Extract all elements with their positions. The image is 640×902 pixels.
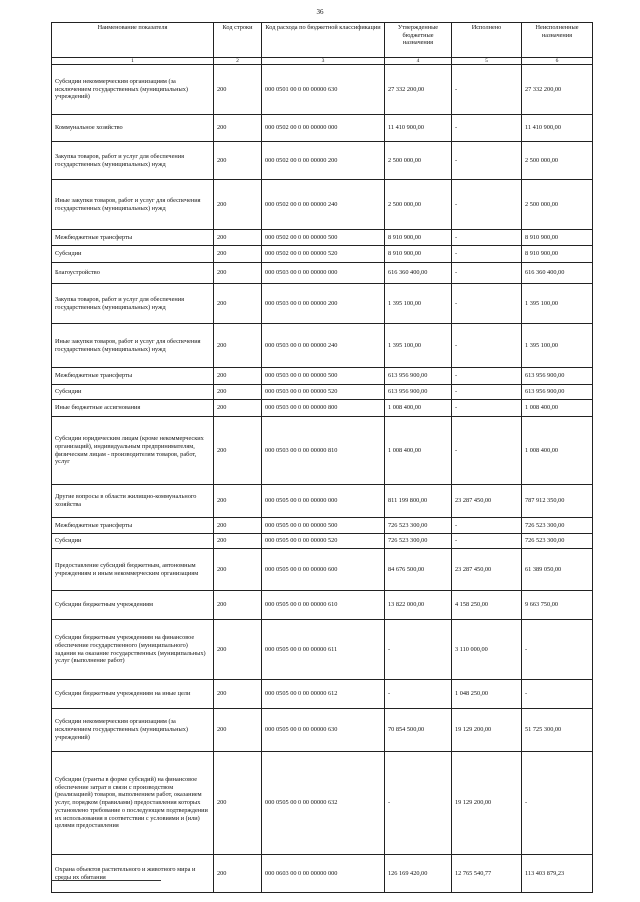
table-row bbox=[52, 230, 593, 246]
table-row bbox=[52, 417, 593, 485]
row-line-code: 200 bbox=[214, 368, 262, 385]
row-unexecuted: 8 910 900,00 bbox=[522, 246, 593, 263]
row-line-code: 200 bbox=[214, 549, 262, 591]
row-approved: 726 523 300,00 bbox=[385, 534, 452, 549]
table-row bbox=[52, 485, 593, 518]
table-row bbox=[52, 368, 593, 385]
row-expense-code: 000 0505 00 0 00 00000 500 bbox=[262, 518, 385, 534]
header-indicator-name: Наименование показателя bbox=[52, 23, 214, 58]
row-unexecuted: 27 332 200,00 bbox=[522, 65, 593, 115]
header-approved: Утвержденные бюджетные назначения bbox=[385, 23, 452, 58]
row-expense-code: 000 0505 00 0 00 00000 611 bbox=[262, 620, 385, 680]
row-expense-code: 000 0502 00 0 00 00000 500 bbox=[262, 230, 385, 246]
row-approved: 1 395 100,00 bbox=[385, 324, 452, 368]
row-unexecuted: 726 523 300,00 bbox=[522, 534, 593, 549]
row-executed: 12 765 540,77 bbox=[452, 855, 522, 893]
row-executed: - bbox=[452, 534, 522, 549]
table-row bbox=[52, 591, 593, 620]
row-name: Субсидии некоммерческим организациям (за исключением государственных (муниципальных) учреждений) bbox=[52, 65, 214, 115]
row-approved: 84 676 500,00 bbox=[385, 549, 452, 591]
column-number: 4 bbox=[385, 58, 452, 65]
row-expense-code: 000 0505 00 0 00 00000 630 bbox=[262, 709, 385, 752]
row-executed: - bbox=[452, 368, 522, 385]
header-line-code: Код строки bbox=[214, 23, 262, 58]
row-unexecuted: 8 910 900,00 bbox=[522, 230, 593, 246]
row-expense-code: 000 0505 00 0 00 00000 000 bbox=[262, 485, 385, 518]
row-name: Другие вопросы в области жилищно-коммунального хозяйства bbox=[52, 485, 214, 518]
table-row bbox=[52, 680, 593, 709]
table-row bbox=[52, 142, 593, 180]
row-executed: 19 129 200,00 bbox=[452, 752, 522, 855]
table-row bbox=[52, 246, 593, 263]
header-unexecuted: Неисполненные назначения bbox=[522, 23, 593, 58]
row-approved: 811 199 800,00 bbox=[385, 485, 452, 518]
column-number: 3 bbox=[262, 58, 385, 65]
row-unexecuted: 11 410 900,00 bbox=[522, 115, 593, 142]
footer-divider bbox=[51, 880, 161, 881]
table-row bbox=[52, 709, 593, 752]
row-approved: 70 854 500,00 bbox=[385, 709, 452, 752]
row-line-code: 200 bbox=[214, 230, 262, 246]
header-row bbox=[52, 23, 593, 58]
budget-execution-table bbox=[51, 22, 593, 893]
row-unexecuted: 61 389 050,00 bbox=[522, 549, 593, 591]
row-expense-code: 000 0505 00 0 00 00000 600 bbox=[262, 549, 385, 591]
row-unexecuted: 1 395 100,00 bbox=[522, 324, 593, 368]
row-executed: 23 287 450,00 bbox=[452, 485, 522, 518]
row-expense-code: 000 0503 00 0 00 00000 810 bbox=[262, 417, 385, 485]
table-row bbox=[52, 324, 593, 368]
table-row bbox=[52, 549, 593, 591]
row-name: Субсидии некоммерческим организациям (за исключением государственных (муниципальных) учреждений) bbox=[52, 709, 214, 752]
row-approved: 126 169 420,00 bbox=[385, 855, 452, 893]
row-unexecuted: 1 008 400,00 bbox=[522, 417, 593, 485]
row-unexecuted: 51 725 300,00 bbox=[522, 709, 593, 752]
row-line-code: 200 bbox=[214, 400, 262, 417]
table-row bbox=[52, 534, 593, 549]
table-row bbox=[52, 385, 593, 400]
row-expense-code: 000 0505 00 0 00 00000 610 bbox=[262, 591, 385, 620]
table-row bbox=[52, 400, 593, 417]
row-approved: 8 910 900,00 bbox=[385, 230, 452, 246]
row-line-code: 200 bbox=[214, 591, 262, 620]
row-unexecuted: - bbox=[522, 752, 593, 855]
row-name: Охрана объектов растительного и животного мира и среды их обитания bbox=[52, 855, 214, 893]
row-unexecuted: 2 500 000,00 bbox=[522, 142, 593, 180]
row-executed: - bbox=[452, 142, 522, 180]
row-executed: - bbox=[452, 263, 522, 284]
row-name: Благоустройство bbox=[52, 263, 214, 284]
row-executed: - bbox=[452, 400, 522, 417]
row-line-code: 200 bbox=[214, 855, 262, 893]
column-number: 2 bbox=[214, 58, 262, 65]
row-name: Коммунальное хозяйство bbox=[52, 115, 214, 142]
row-name: Субсидии бюджетным учреждениям на финансовое обеспечение государственного (муниципального) задания на оказание государственных (муниципальных) услуг (выполнение работ) bbox=[52, 620, 214, 680]
row-line-code: 200 bbox=[214, 180, 262, 230]
row-line-code: 200 bbox=[214, 324, 262, 368]
row-line-code: 200 bbox=[214, 115, 262, 142]
row-unexecuted: 726 523 300,00 bbox=[522, 518, 593, 534]
row-approved: 616 360 400,00 bbox=[385, 263, 452, 284]
row-expense-code: 000 0503 00 0 00 00000 240 bbox=[262, 324, 385, 368]
row-line-code: 200 bbox=[214, 263, 262, 284]
row-line-code: 200 bbox=[214, 534, 262, 549]
row-expense-code: 000 0603 00 0 00 00000 000 bbox=[262, 855, 385, 893]
table-row bbox=[52, 855, 593, 893]
column-number: 1 bbox=[52, 58, 214, 65]
row-name: Закупка товаров, работ и услуг для обеспечения государственных (муниципальных) нужд bbox=[52, 142, 214, 180]
header-executed: Исполнено bbox=[452, 23, 522, 58]
row-expense-code: 000 0502 00 0 00 00000 000 bbox=[262, 115, 385, 142]
column-number: 5 bbox=[452, 58, 522, 65]
row-expense-code: 000 0503 00 0 00 00000 520 bbox=[262, 385, 385, 400]
row-unexecuted: 1 008 400,00 bbox=[522, 400, 593, 417]
row-approved: 13 822 000,00 bbox=[385, 591, 452, 620]
row-expense-code: 000 0503 00 0 00 00000 000 bbox=[262, 263, 385, 284]
row-name: Межбюджетные трансферты bbox=[52, 368, 214, 385]
row-name: Субсидии bbox=[52, 385, 214, 400]
row-executed: - bbox=[452, 385, 522, 400]
row-approved: 1 008 400,00 bbox=[385, 400, 452, 417]
row-line-code: 200 bbox=[214, 65, 262, 115]
row-unexecuted: - bbox=[522, 620, 593, 680]
row-executed: - bbox=[452, 246, 522, 263]
row-expense-code: 000 0503 00 0 00 00000 800 bbox=[262, 400, 385, 417]
row-expense-code: 000 0502 00 0 00 00000 520 bbox=[262, 246, 385, 263]
row-line-code: 200 bbox=[214, 246, 262, 263]
row-executed: - bbox=[452, 115, 522, 142]
row-approved: 27 332 200,00 bbox=[385, 65, 452, 115]
row-approved: - bbox=[385, 752, 452, 855]
table-row bbox=[52, 620, 593, 680]
row-executed: 23 287 450,00 bbox=[452, 549, 522, 591]
table-row bbox=[52, 65, 593, 115]
row-name: Иные закупки товаров, работ и услуг для обеспечения государственных (муниципальных) нужд bbox=[52, 324, 214, 368]
row-approved: 8 910 900,00 bbox=[385, 246, 452, 263]
row-name: Субсидии (гранты в форме субсидий) на финансовое обеспечение затрат в связи с производством (реализацией) товаров, выполнением работ, оказанием услуг, порядком (правилами) предоставления которых установлено требование о последующем подтверждении их использования в соответствии с условиями и (или) целями предоставления bbox=[52, 752, 214, 855]
row-approved: 726 523 300,00 bbox=[385, 518, 452, 534]
table-row bbox=[52, 263, 593, 284]
row-approved: 2 500 000,00 bbox=[385, 142, 452, 180]
row-line-code: 200 bbox=[214, 518, 262, 534]
row-name: Межбюджетные трансферты bbox=[52, 230, 214, 246]
row-executed: - bbox=[452, 180, 522, 230]
row-executed: 1 048 250,00 bbox=[452, 680, 522, 709]
row-line-code: 200 bbox=[214, 680, 262, 709]
row-unexecuted: 613 956 900,00 bbox=[522, 385, 593, 400]
row-approved: 2 500 000,00 bbox=[385, 180, 452, 230]
row-name: Субсидии bbox=[52, 534, 214, 549]
row-approved: - bbox=[385, 680, 452, 709]
row-expense-code: 000 0505 00 0 00 00000 632 bbox=[262, 752, 385, 855]
row-executed: - bbox=[452, 417, 522, 485]
row-executed: - bbox=[452, 65, 522, 115]
column-number: 6 bbox=[522, 58, 593, 65]
row-expense-code: 000 0505 00 0 00 00000 612 bbox=[262, 680, 385, 709]
row-approved: 1 395 100,00 bbox=[385, 284, 452, 324]
row-name: Закупка товаров, работ и услуг для обеспечения государственных (муниципальных) нужд bbox=[52, 284, 214, 324]
row-line-code: 200 bbox=[214, 752, 262, 855]
row-executed: 4 158 250,00 bbox=[452, 591, 522, 620]
row-line-code: 200 bbox=[214, 620, 262, 680]
row-executed: - bbox=[452, 284, 522, 324]
table-row bbox=[52, 752, 593, 855]
row-expense-code: 000 0502 00 0 00 00000 200 bbox=[262, 142, 385, 180]
row-name: Субсидии bbox=[52, 246, 214, 263]
header-expense-code: Код расхода по бюджетной классификации bbox=[262, 23, 385, 58]
row-name: Субсидии юридическим лицам (кроме некоммерческих организаций), индивидуальным предпринимателям, физическим лицам - производителям товаров, работ, услуг bbox=[52, 417, 214, 485]
row-line-code: 200 bbox=[214, 284, 262, 324]
row-unexecuted: 616 360 400,00 bbox=[522, 263, 593, 284]
row-executed: 3 110 000,00 bbox=[452, 620, 522, 680]
row-executed: - bbox=[452, 230, 522, 246]
row-line-code: 200 bbox=[214, 485, 262, 518]
row-executed: - bbox=[452, 324, 522, 368]
row-unexecuted: 9 663 750,00 bbox=[522, 591, 593, 620]
table-row bbox=[52, 115, 593, 142]
row-expense-code: 000 0503 00 0 00 00000 500 bbox=[262, 368, 385, 385]
row-name: Субсидии бюджетным учреждениям bbox=[52, 591, 214, 620]
row-unexecuted: 113 403 879,23 bbox=[522, 855, 593, 893]
row-line-code: 200 bbox=[214, 385, 262, 400]
row-approved: 11 410 900,00 bbox=[385, 115, 452, 142]
row-line-code: 200 bbox=[214, 709, 262, 752]
row-expense-code: 000 0502 00 0 00 00000 240 bbox=[262, 180, 385, 230]
row-name: Иные закупки товаров, работ и услуг для обеспечения государственных (муниципальных) нужд bbox=[52, 180, 214, 230]
row-unexecuted: 2 500 000,00 bbox=[522, 180, 593, 230]
row-line-code: 200 bbox=[214, 417, 262, 485]
row-name: Межбюджетные трансферты bbox=[52, 518, 214, 534]
table-row bbox=[52, 284, 593, 324]
table-row bbox=[52, 180, 593, 230]
row-unexecuted: 1 395 100,00 bbox=[522, 284, 593, 324]
row-executed: - bbox=[452, 518, 522, 534]
table-row bbox=[52, 518, 593, 534]
row-unexecuted: 787 912 350,00 bbox=[522, 485, 593, 518]
row-expense-code: 000 0501 00 0 00 00000 630 bbox=[262, 65, 385, 115]
column-number-row bbox=[52, 58, 593, 65]
row-unexecuted: - bbox=[522, 680, 593, 709]
row-approved: 613 956 900,00 bbox=[385, 368, 452, 385]
row-name: Иные бюджетные ассигнования bbox=[52, 400, 214, 417]
row-name: Субсидии бюджетным учреждениям на иные цели bbox=[52, 680, 214, 709]
row-approved: 1 008 400,00 bbox=[385, 417, 452, 485]
row-name: Предоставление субсидий бюджетным, автономным учреждениям и иным некоммерческим организациям bbox=[52, 549, 214, 591]
row-line-code: 200 bbox=[214, 142, 262, 180]
row-approved: 613 956 900,00 bbox=[385, 385, 452, 400]
row-approved: - bbox=[385, 620, 452, 680]
row-executed: 19 129 200,00 bbox=[452, 709, 522, 752]
row-expense-code: 000 0505 00 0 00 00000 520 bbox=[262, 534, 385, 549]
row-unexecuted: 613 956 900,00 bbox=[522, 368, 593, 385]
page-number: 36 bbox=[316, 8, 324, 16]
row-expense-code: 000 0503 00 0 00 00000 200 bbox=[262, 284, 385, 324]
